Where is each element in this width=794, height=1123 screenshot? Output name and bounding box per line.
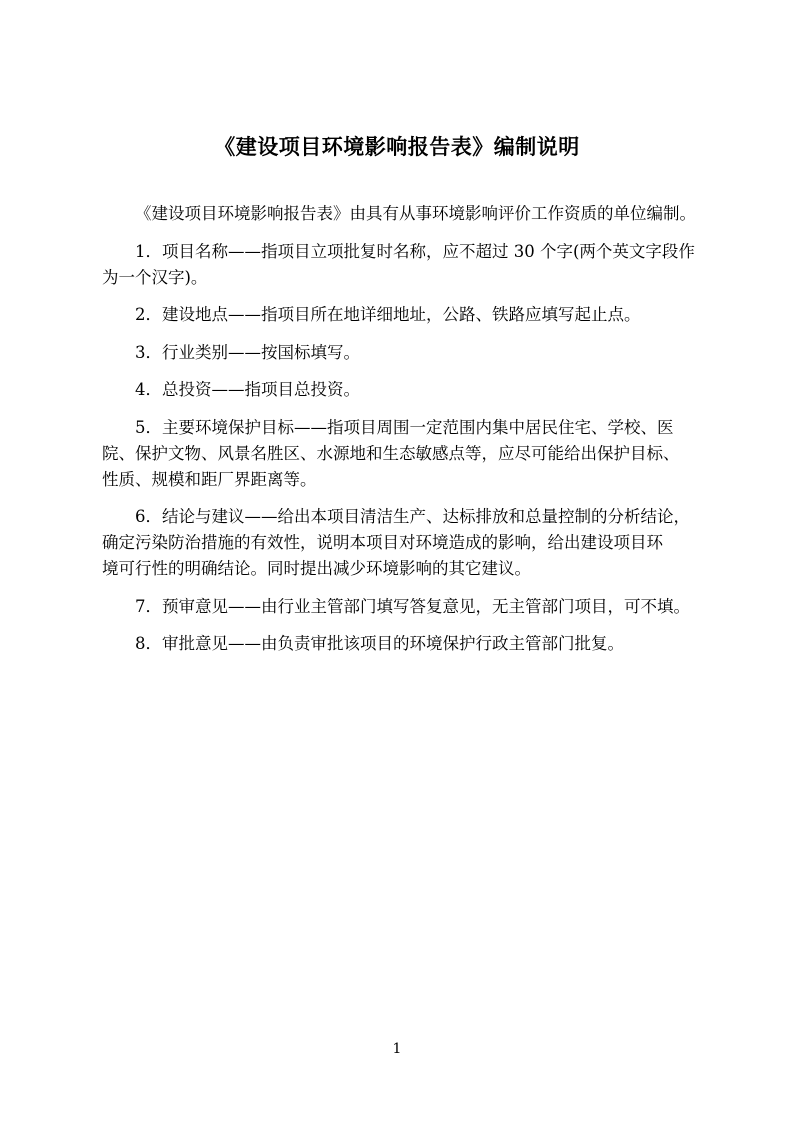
paragraph-line: 性质、规模和距厂界距离等。 bbox=[102, 469, 317, 489]
item-7-preliminary-review bbox=[102, 594, 702, 620]
paragraph-line: 8．审批意见——由负责审批该项目的环境保护行政主管部门批复。 bbox=[135, 634, 624, 653]
paragraph-line: 3．行业类别——按国标填写。 bbox=[135, 342, 360, 362]
item-3-industry-category bbox=[102, 340, 702, 366]
paragraph-line: 7．预审意见——由行业主管部门填写答复意见，无主管部门项目，可不填。 bbox=[135, 596, 690, 616]
paragraph-line: 5．主要环境保护目标——指项目周围一定范围内集中居民住宅、学校、医 bbox=[135, 417, 674, 437]
intro-paragraph bbox=[102, 201, 702, 227]
item-4-total-investment bbox=[102, 377, 702, 403]
paragraph-line: 4．总投资——指项目总投资。 bbox=[135, 380, 360, 399]
paragraph-line: 院、保护文物、风景名胜区、水源地和生态敏感点等，应尽可能给出保护目标、 bbox=[102, 443, 680, 463]
item-5-protection-targets bbox=[102, 415, 702, 493]
body-text bbox=[102, 201, 702, 669]
item-1-project-name bbox=[102, 239, 702, 291]
item-6-conclusions bbox=[102, 504, 702, 582]
item-2-construction-site bbox=[102, 302, 702, 328]
paragraph-line: 《建设项目环境影响报告表》由具有从事环境影响评价工作资质的单位编制。 bbox=[135, 204, 696, 223]
paragraph-line: 1．项目名称——指项目立项批复时名称，应不超过 30 个字(两个英文字段作 bbox=[135, 241, 695, 261]
paragraph-line: 境可行性的明确结论。同时提出减少环境影响的其它建议。 bbox=[102, 559, 531, 578]
paragraph-line: 6．结论与建议——给出本项目清洁生产、达标排放和总量控制的分析结论， bbox=[135, 507, 690, 526]
item-8-approval-opinion bbox=[102, 631, 702, 657]
paragraph-line: 2．建设地点——指项目所在地详细地址，公路、铁路应填写起止点。 bbox=[135, 305, 641, 324]
page-title: 《建设项目环境影响报告表》编制说明 bbox=[214, 134, 580, 159]
page-number: 1 bbox=[392, 1041, 402, 1057]
paragraph-line: 为一个汉字)。 bbox=[102, 267, 208, 287]
paragraph-line: 确定污染防治措施的有效性，说明本项目对环境造成的影响，给出建设项目环 bbox=[102, 533, 663, 552]
